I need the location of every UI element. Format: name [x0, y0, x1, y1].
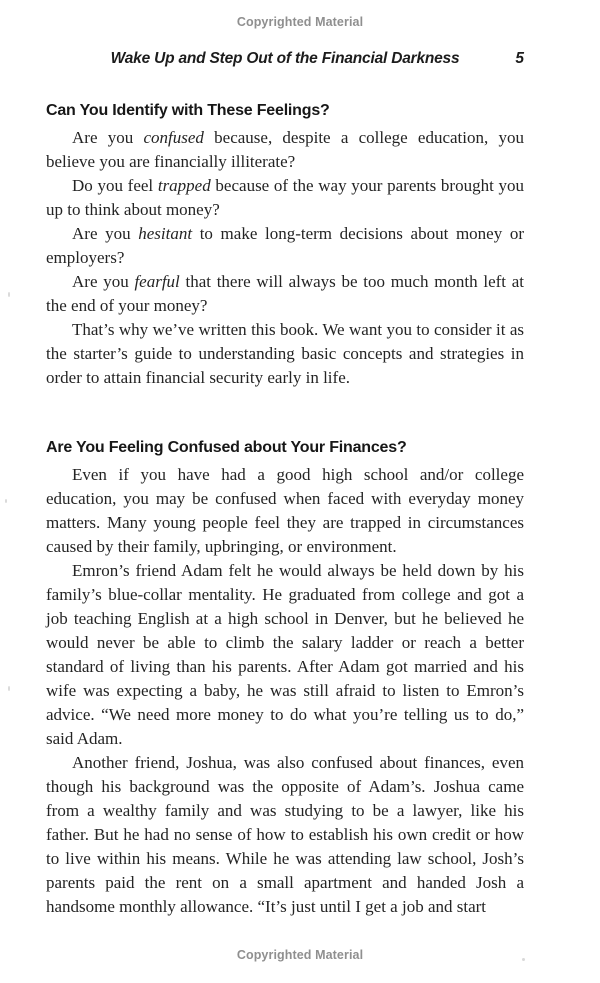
text-run: Even if you have had a good high school and/or college education, you may be confused when faced with everyday money matters. Many young people feel they are trapped in circumstances caused by their family, upbringing, or environment.: [46, 465, 524, 556]
text-run: Are you: [72, 272, 135, 291]
paragraph: [46, 174, 524, 222]
text-run: Another friend, Joshua, was also confused about finances, even though his background was the opposite of Adam’s. Joshua came from a wealthy family and was studying to be a lawyer, like his father. But he had no sense of how to establish his own credit or how to live within his means. While he was attending law school, Josh’s parents paid the rent on a small apartment and handed Josh a handsome monthly allowance. “It’s just until I get a job and start: [46, 753, 524, 916]
paragraph: [46, 318, 524, 390]
text-run: to make long-term decisions about money or employers?: [46, 224, 524, 267]
paragraph: [46, 751, 524, 919]
italic-term: hesitant: [138, 224, 193, 243]
text-run: Are you: [72, 128, 144, 147]
scan-speck: [5, 499, 7, 503]
text-run: Are you: [72, 224, 139, 243]
scan-speck: [8, 686, 10, 691]
text-run: That’s why we’ve written this book. We want you to consider it as the starter’s guide to understanding basic concepts and strategies in order to attain financial security early in life.: [46, 320, 524, 387]
section-heading: Can You Identify with These Feelings?: [46, 102, 330, 119]
copyright-notice-bottom: Copyrighted Material: [236, 948, 364, 962]
copyright-notice-top: Copyrighted Material: [236, 15, 364, 29]
paragraph: [46, 270, 524, 318]
italic-term: trapped: [157, 176, 211, 195]
paragraph: [46, 559, 524, 751]
text-run: Emron’s friend Adam felt he would always be held down by his family’s blue-collar mentality. He graduated from college and got a job teaching English at a high school in Denver, but he believed he would never be able to climb the salary ladder or reach a better standard of living than his parents. After Adam got married and his wife was expecting a baby, he was still afraid to listen to Emron’s advice. “We need more money to do what you’re telling us to do,” said Adam.: [46, 561, 524, 748]
paragraph: [46, 126, 524, 174]
page-number: 5: [515, 50, 524, 67]
italic-term: confused: [143, 128, 204, 147]
scan-speck: [8, 292, 10, 297]
text-run: because, despite a college education, you believe you are financially illiterate?: [46, 128, 524, 171]
paragraph: [46, 463, 524, 559]
section-heading: Are You Feeling Confused about Your Finances?: [46, 439, 407, 456]
text-run: that there will always be too much month left at the end of your money?: [46, 272, 525, 315]
scan-speck: [522, 958, 525, 961]
italic-term: fearful: [134, 272, 180, 291]
paragraph: [46, 222, 524, 270]
page-body: [46, 101, 524, 919]
text-run: because of the way your parents brought you up to think about money?: [46, 176, 524, 219]
section: [46, 101, 524, 390]
section: [46, 438, 524, 919]
running-header-title: Wake Up and Step Out of the Financial Darkness: [110, 50, 460, 67]
text-run: Do you feel: [72, 176, 158, 195]
